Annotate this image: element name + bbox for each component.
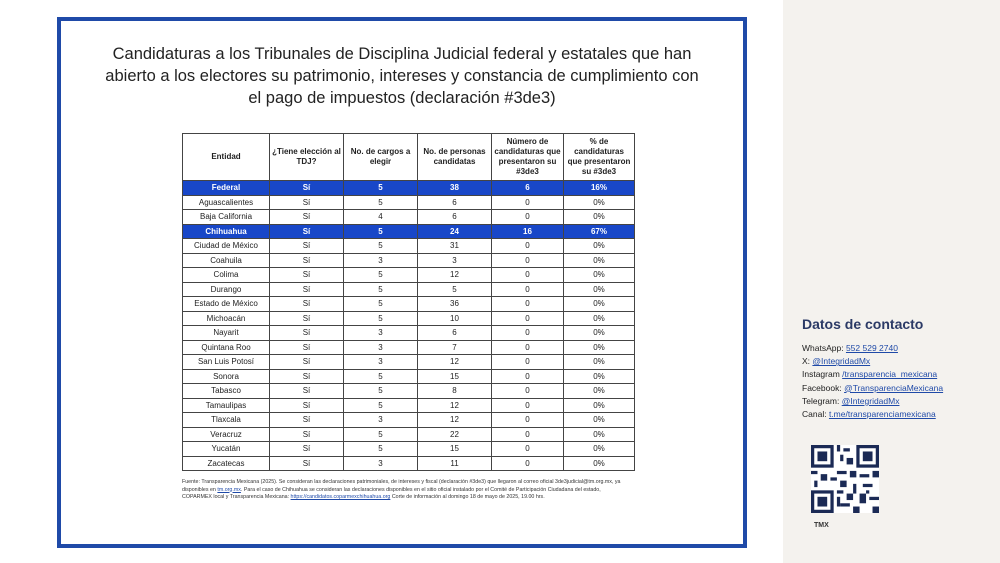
table-row <box>183 369 635 384</box>
source-text-1: Fuente: Transparencia Mexicana (2025). Se consideran las declaraciones patrimoniales, de intereses y fiscal (declaración #3de3) que llegaron al correo oficial 3de3judicial@tm.org.mx, ya disponibles en <box>182 479 621 493</box>
table-row <box>183 427 635 442</box>
table-cell: Colima <box>183 268 270 283</box>
table-cell: Yucatán <box>183 442 270 457</box>
table-cell: Michoacán <box>183 311 270 326</box>
facebook-link[interactable]: @TransparenciaMexicana <box>844 382 944 393</box>
table-cell: Nayarit <box>183 326 270 341</box>
table-cell: 0% <box>564 340 635 355</box>
source-text-3: Corte de información al domingo 18 de mayo de 2025, 19.00 hrs. <box>391 494 545 500</box>
table-row <box>183 326 635 341</box>
table-cell: Ciudad de México <box>183 239 270 254</box>
table-cell: Sí <box>270 268 344 283</box>
table-cell: 31 <box>418 239 492 254</box>
table-cell: 0 <box>492 311 564 326</box>
table-row <box>183 253 635 268</box>
table-cell: 0 <box>492 268 564 283</box>
instagram-link[interactable]: /transparencia_mexicana <box>842 369 938 380</box>
table-cell: 12 <box>418 413 492 428</box>
table-cell: 6 <box>418 195 492 210</box>
source-note <box>182 479 632 502</box>
table-cell: 0% <box>564 195 635 210</box>
col-header-entidad: Entidad <box>183 134 270 181</box>
table-cell: 0% <box>564 253 635 268</box>
table-cell: Sí <box>270 311 344 326</box>
contact-facebook <box>802 382 943 395</box>
table-cell: Sí <box>270 369 344 384</box>
table-row <box>183 268 635 283</box>
table-cell: 3 <box>418 253 492 268</box>
table-cell: 16 <box>492 224 564 239</box>
source-link-coparmex[interactable]: https://candidatos.coparmexchihuahua.org <box>290 494 391 500</box>
contact-canal <box>802 408 943 421</box>
table-row <box>183 398 635 413</box>
table-cell: 15 <box>418 369 492 384</box>
source-link-tm[interactable]: tm.org.mx <box>217 486 241 493</box>
table-cell: Tamaulipas <box>183 398 270 413</box>
contact-label: Facebook: <box>802 382 842 393</box>
table-cell: 0% <box>564 210 635 225</box>
table-cell: 0% <box>564 456 635 471</box>
table-cell: 36 <box>418 297 492 312</box>
table-cell: Durango <box>183 282 270 297</box>
table-cell: 0 <box>492 210 564 225</box>
table-row <box>183 413 635 428</box>
table-cell: Coahuila <box>183 253 270 268</box>
table-cell: 5 <box>344 239 418 254</box>
table-cell: 0 <box>492 442 564 457</box>
table-cell: 5 <box>344 181 418 196</box>
qr-code-icon <box>811 445 879 513</box>
contact-label: Instagram <box>802 369 840 380</box>
table-row <box>183 355 635 370</box>
contact-label: WhatsApp: <box>802 343 844 353</box>
contact-label: Telegram: <box>802 395 840 406</box>
table-cell: Sí <box>270 326 344 341</box>
table-row <box>183 210 635 225</box>
table-cell: 3 <box>344 326 418 341</box>
table-cell: 0 <box>492 427 564 442</box>
table-cell: 38 <box>418 181 492 196</box>
table-cell: Sí <box>270 413 344 428</box>
x-link[interactable]: @IntegridadMx <box>812 356 871 367</box>
table-cell: 15 <box>418 442 492 457</box>
table-cell: 0% <box>564 239 635 254</box>
table-row <box>183 239 635 254</box>
table-cell: 5 <box>344 369 418 384</box>
contact-telegram <box>802 395 943 408</box>
table-cell: Veracruz <box>183 427 270 442</box>
table-row <box>183 181 635 196</box>
table-cell: 0 <box>492 326 564 341</box>
table-cell: 0% <box>564 268 635 283</box>
table-cell: Sí <box>270 253 344 268</box>
table-cell: 0% <box>564 413 635 428</box>
table-cell: Sí <box>270 355 344 370</box>
table-cell: 0% <box>564 442 635 457</box>
table-cell: 6 <box>492 181 564 196</box>
col-header-eleccion: ¿Tiene elección al TDJ? <box>270 134 344 181</box>
table-cell: 3 <box>344 340 418 355</box>
source-text-2: . Para el caso de Chihuahua se consideran las declaraciones disponibles en el sitio oficial instalado por el Comité de Participación Ciudadana del estado, COPARMEX local y Transparencia Mexicana: <box>182 486 601 500</box>
table-cell: 8 <box>418 384 492 399</box>
table-cell: 0 <box>492 282 564 297</box>
brand-label: TMX <box>814 522 829 529</box>
table-cell: San Luis Potosí <box>183 355 270 370</box>
table-cell: Sí <box>270 442 344 457</box>
table-cell: 5 <box>344 398 418 413</box>
table-cell: Estado de México <box>183 297 270 312</box>
table-cell: Sí <box>270 297 344 312</box>
table-cell: 0% <box>564 311 635 326</box>
table-cell: Sí <box>270 282 344 297</box>
table-cell: Sí <box>270 427 344 442</box>
table-cell: Sí <box>270 210 344 225</box>
table-cell: 5 <box>344 427 418 442</box>
table-cell: Aguascalientes <box>183 195 270 210</box>
table-cell: 0 <box>492 340 564 355</box>
table-cell: 6 <box>418 210 492 225</box>
col-header-presentaron: Número de candidaturas que presentaron su #3de3 <box>492 134 564 181</box>
table-body <box>183 181 635 471</box>
table-row <box>183 442 635 457</box>
table-cell: Sí <box>270 384 344 399</box>
table-row <box>183 224 635 239</box>
table-cell: 3 <box>344 253 418 268</box>
table-cell: 5 <box>344 384 418 399</box>
table-cell: 67% <box>564 224 635 239</box>
table-cell: 6 <box>418 326 492 341</box>
table-cell: 10 <box>418 311 492 326</box>
table-cell: Tlaxcala <box>183 413 270 428</box>
table-cell: 0% <box>564 326 635 341</box>
table-cell: Sí <box>270 224 344 239</box>
table-row <box>183 340 635 355</box>
table-cell: 0 <box>492 456 564 471</box>
table-cell: Sí <box>270 340 344 355</box>
table-cell: 0% <box>564 369 635 384</box>
table-cell: 0% <box>564 398 635 413</box>
table-cell: 5 <box>344 311 418 326</box>
whatsapp-link[interactable]: 552 529 2740 <box>845 343 898 353</box>
table-row <box>183 456 635 471</box>
table-cell: Sí <box>270 181 344 196</box>
contact-label: Canal: <box>802 409 827 420</box>
candidacies-table <box>182 133 635 471</box>
table-cell: 5 <box>344 224 418 239</box>
table-cell: Sonora <box>183 369 270 384</box>
col-header-porcentaje: % de candidaturas que presentaron su #3de3 <box>564 134 635 181</box>
table-row <box>183 195 635 210</box>
table-cell: 12 <box>418 268 492 283</box>
telegram-link[interactable]: @IntegridadMx <box>841 395 900 406</box>
table-cell: 11 <box>418 456 492 471</box>
table-cell: 0% <box>564 427 635 442</box>
col-header-cargos: No. de cargos a elegir <box>344 134 418 181</box>
table-cell: 7 <box>418 340 492 355</box>
table-cell: 4 <box>344 210 418 225</box>
table-cell: 0% <box>564 384 635 399</box>
table-cell: Baja California <box>183 210 270 225</box>
table-cell: 0 <box>492 369 564 384</box>
table-cell: 0 <box>492 384 564 399</box>
table-cell: 3 <box>344 355 418 370</box>
table-cell: Sí <box>270 456 344 471</box>
contact-panel <box>783 0 1000 563</box>
table-cell: Federal <box>183 181 270 196</box>
table-cell: Sí <box>270 398 344 413</box>
contact-x <box>802 355 943 368</box>
table-cell: 3 <box>344 456 418 471</box>
slide-frame <box>57 17 747 548</box>
contact-whatsapp <box>802 342 943 355</box>
table-cell: Tabasco <box>183 384 270 399</box>
table-cell: 22 <box>418 427 492 442</box>
table-cell: 12 <box>418 355 492 370</box>
table-cell: 0 <box>492 239 564 254</box>
table-cell: Quintana Roo <box>183 340 270 355</box>
table-cell: 0 <box>492 355 564 370</box>
table-cell: 0 <box>492 253 564 268</box>
table-cell: 0 <box>492 297 564 312</box>
table-header-row <box>183 134 635 181</box>
table-cell: 0 <box>492 413 564 428</box>
contact-list <box>802 342 943 421</box>
table-cell: 0% <box>564 282 635 297</box>
table-cell: 5 <box>344 195 418 210</box>
contact-label: X: <box>802 356 811 367</box>
table-cell: 5 <box>344 268 418 283</box>
table-cell: 3 <box>344 413 418 428</box>
table-row <box>183 384 635 399</box>
table-cell: Chihuahua <box>183 224 270 239</box>
table-cell: Sí <box>270 239 344 254</box>
table-cell: 0% <box>564 297 635 312</box>
table-cell: 12 <box>418 398 492 413</box>
table-cell: 0 <box>492 398 564 413</box>
contact-title: Datos de contacto <box>802 316 924 332</box>
table-cell: 5 <box>344 442 418 457</box>
table-row <box>183 282 635 297</box>
table-cell: 24 <box>418 224 492 239</box>
table-row <box>183 311 635 326</box>
table-cell: Sí <box>270 195 344 210</box>
table-cell: 0% <box>564 355 635 370</box>
contact-instagram <box>802 368 943 381</box>
col-header-personas: No. de personas candidatas <box>418 134 492 181</box>
table-cell: 5 <box>344 297 418 312</box>
table-cell: 16% <box>564 181 635 196</box>
slide-title: Candidaturas a los Tribunales de Disciplina Judicial federal y estatales que han abierto a los electores su patrimonio, intereses y constancia de cumplimiento con el pago de impuestos (declaración #3de3) <box>105 45 699 107</box>
table-cell: 5 <box>344 282 418 297</box>
table-row <box>183 297 635 312</box>
table-cell: 5 <box>418 282 492 297</box>
table-cell: Zacatecas <box>183 456 270 471</box>
canal-link[interactable]: t.me/transparenciamexicana <box>828 409 936 420</box>
table-cell: 0 <box>492 195 564 210</box>
